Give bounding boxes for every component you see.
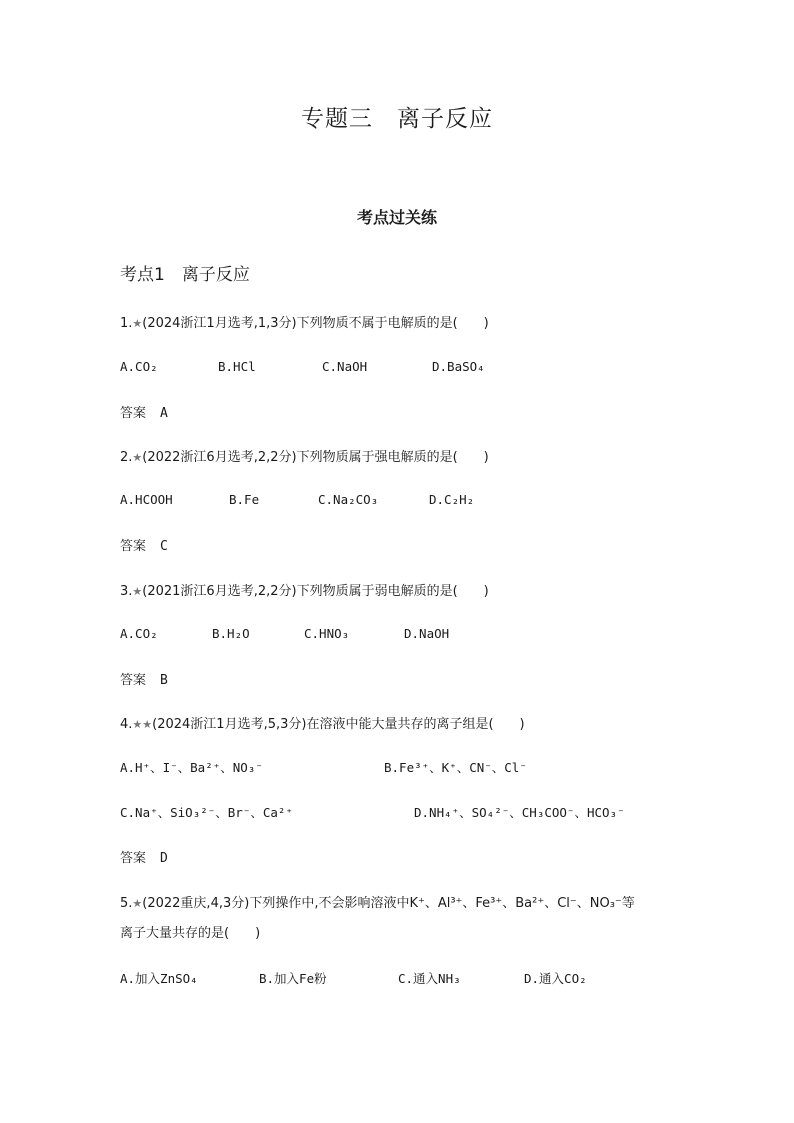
question-5-stem-continued: 离子大量共存的是( ) — [120, 926, 261, 941]
question-4-answer — [120, 847, 168, 866]
question-3-option-c: C.HNO₃ — [304, 626, 350, 641]
question-5-option-c: C.通入NH₃ — [398, 971, 461, 986]
question-number: 1. — [120, 316, 133, 331]
question-3-stem — [120, 580, 489, 599]
answer-value: D — [160, 851, 168, 866]
question-4-option-b: B.Fe³⁺、K⁺、CN⁻、Cl⁻ — [384, 760, 527, 775]
difficulty-star-icon: ★★ — [132, 718, 153, 731]
answer-label: 答案 — [120, 539, 147, 554]
page-subtitle: 考点过关练 — [356, 208, 437, 227]
question-4-option-c: C.Na⁺、SiO₃²⁻、Br⁻、Ca²⁺ — [120, 805, 293, 820]
question-5-option-a: A.加入ZnSO₄ — [120, 971, 198, 986]
question-2-answer — [120, 535, 168, 554]
question-1-option-b: B.HCl — [218, 359, 256, 374]
question-4-option-d: D.NH₄⁺、SO₄²⁻、CH₃COO⁻、HCO₃⁻ — [414, 805, 625, 820]
question-number: 2. — [120, 450, 133, 465]
question-1-option-c: C.NaOH — [322, 359, 368, 374]
question-text: (2024浙江1月选考,5,3分)在溶液中能大量共存的离子组是( ) — [152, 717, 525, 732]
question-1-answer — [120, 402, 168, 421]
difficulty-star-icon: ★ — [132, 585, 143, 598]
question-2-option-c: C.Na₂CO₃ — [318, 492, 379, 507]
answer-value: B — [160, 673, 168, 688]
answer-label: 答案 — [120, 851, 147, 866]
question-3-answer — [120, 669, 168, 688]
answer-label: 答案 — [120, 406, 147, 421]
difficulty-star-icon: ★ — [132, 317, 143, 330]
question-text: (2022浙江6月选考,2,2分)下列物质属于强电解质的是( ) — [142, 450, 489, 465]
question-2-option-a: A.HCOOH — [120, 492, 173, 507]
question-number: 3. — [120, 584, 133, 599]
question-4-stem — [120, 713, 525, 732]
difficulty-star-icon: ★ — [132, 451, 143, 464]
question-5-stem — [120, 892, 635, 911]
question-number: 4. — [120, 717, 133, 732]
question-1-option-d: D.BaSO₄ — [432, 359, 485, 374]
question-1-stem — [120, 312, 489, 331]
question-text: (2022重庆,4,3分)下列操作中,不会影响溶液中K⁺、Al³⁺、Fe³⁺、Ba²⁺、Cl⁻、NO₃⁻等 — [142, 896, 635, 911]
section-heading: 考点1 离子反应 — [120, 265, 250, 285]
answer-value: A — [160, 406, 168, 421]
question-text: (2021浙江6月选考,2,2分)下列物质属于弱电解质的是( ) — [142, 584, 489, 599]
page-title: 专题三 离子反应 — [301, 106, 493, 132]
question-4-option-a: A.H⁺、I⁻、Ba²⁺、NO₃⁻ — [120, 760, 263, 775]
answer-label: 答案 — [120, 673, 147, 688]
question-3-option-b: B.H₂O — [212, 626, 250, 641]
question-2-option-b: B.Fe — [229, 492, 260, 507]
difficulty-star-icon: ★ — [132, 897, 143, 910]
question-5-option-d: D.通入CO₂ — [524, 971, 587, 986]
question-1-option-a: A.CO₂ — [120, 359, 158, 374]
question-text: (2024浙江1月选考,1,3分)下列物质不属于电解质的是( ) — [142, 316, 489, 331]
question-number: 5. — [120, 896, 133, 911]
question-5-option-b: B.加入Fe粉 — [259, 971, 327, 986]
question-3-option-d: D.NaOH — [404, 626, 450, 641]
question-2-stem — [120, 446, 489, 465]
question-3-option-a: A.CO₂ — [120, 626, 158, 641]
answer-value: C — [160, 539, 168, 554]
question-2-option-d: D.C₂H₂ — [429, 492, 475, 507]
